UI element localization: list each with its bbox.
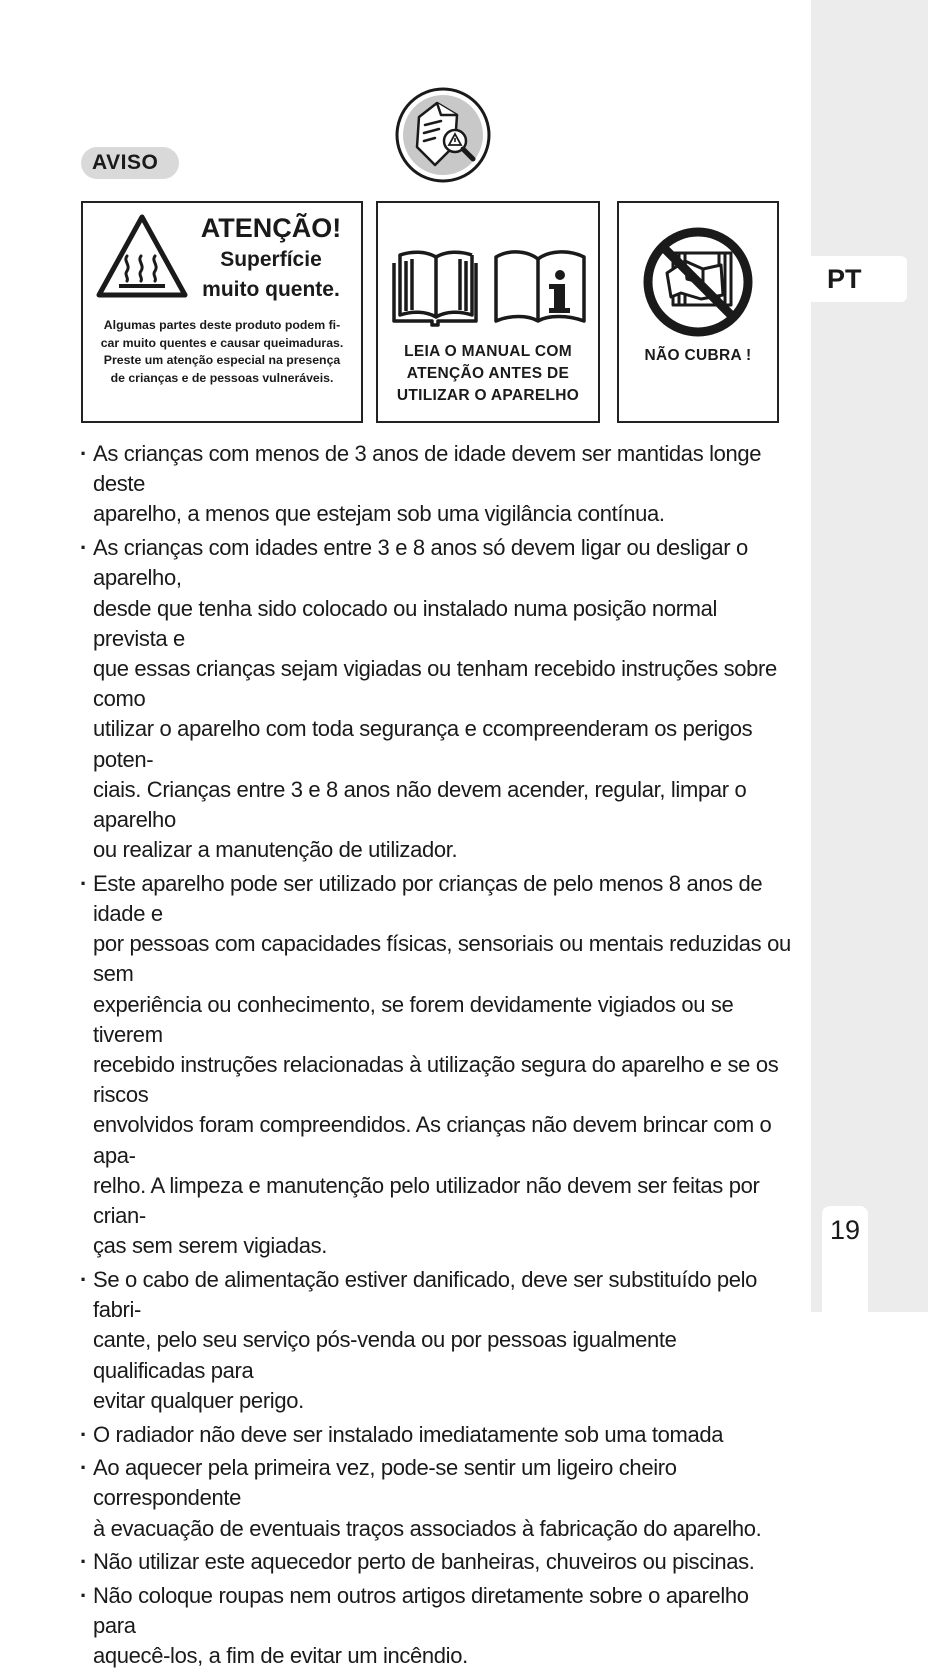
bullet-text: Não utilizar este aquecedor perto de banheiras, chuveiros ou piscinas. (93, 1549, 755, 1575)
hot-surface-warning-icon (93, 211, 191, 303)
read-manual-icon (388, 241, 590, 327)
bullet-text: As crianças com idades entre 3 e 8 anos só devem ligar ou desligar o aparelho, desde que tenha sido colocado ou instalado numa posição normal prevista e que essas crianças sejam vigiadas ou tenham recebido instruções sobre como utilizar o aparelho com toda segurança e ccompreenderam os perigos poten- ciais. Crianças entre 3 e 8 anos não devem acender, regular, limpar o aparelho ou realizar a manutenção de utilizador. (93, 535, 777, 863)
list-item (80, 1420, 792, 1450)
bullet-marker: · (80, 1549, 87, 1575)
read-manual-box (376, 201, 600, 423)
side-strip (811, 0, 928, 1312)
do-not-cover-icon (641, 225, 755, 339)
attention-subtitle: Superfície muito quente. (202, 248, 340, 301)
bullet-text: Ao aquecer pela primeira vez, pode-se sentir um ligeiro cheiro correspondente à evacuação de eventuais traços associados à fabricação do aparelho. (93, 1455, 762, 1541)
bullet-marker: · (80, 441, 87, 466)
manual-warning-icon (395, 87, 491, 183)
do-not-cover-box (617, 201, 779, 423)
bullet-text: As crianças com menos de 3 anos de idade devem ser mantidas longe deste aparelho, a menos que estejam sob uma vigilância contínua. (93, 441, 762, 527)
bullet-marker: · (80, 535, 87, 561)
list-item (80, 1265, 792, 1416)
list-item (80, 533, 792, 865)
bullet-marker: · (80, 1421, 87, 1447)
bullet-text: Este aparelho pode ser utilizado por crianças de pelo menos 8 anos de idade e por pessoas com capacidades físicas, sensoriais ou mentais reduzidas ou sem experiência ou conhecimento, se forem devidamente vigiados ou se tiverem recebido instruções relacionadas à utilização segura do aparelho e se os riscos envolvidos foram compreendidos. As crianças não devem brincar com o apa- relho. A limpeza e manutenção pelo utilizador não devem ser feitas por crian- ças sem serem vigiadas. (93, 870, 791, 1259)
bullet-text: O radiador não deve ser instalado imediatamente sob uma tomada (93, 1421, 724, 1447)
language-tab: PT (811, 256, 907, 302)
attention-description: Algumas partes deste produto podem fi- car muito quentes e causar queimaduras. Preste um atenção especial na presença de crianças e de pessoas vulneráveis. (100, 318, 344, 385)
attention-title: ATENÇÃO! (200, 213, 342, 243)
list-item (80, 1547, 792, 1577)
page-number: 19 (822, 1206, 868, 1312)
bullet-marker: · (80, 1266, 87, 1292)
list-item (80, 869, 792, 1262)
safety-bullet-list (80, 439, 792, 1675)
bullet-marker: · (80, 1455, 87, 1481)
list-item (80, 1581, 792, 1672)
list-item (80, 439, 792, 530)
bullet-text: Não coloque roupas nem outros artigos diretamente sobre o aparelho para aquecê-los, a fim de evitar um incêndio. (93, 1583, 749, 1669)
bullet-marker: · (80, 870, 87, 896)
bullet-text: Se o cabo de alimentação estiver danificado, deve ser substituído pelo fabri- cante, pelo seu serviço pós-venda ou por pessoas igualmente qualificadas para evitar qualquer perigo. (93, 1266, 758, 1413)
hot-surface-warning-box (81, 201, 363, 423)
list-item (80, 1453, 792, 1544)
do-not-cover-text: NÃO CUBRA ! (644, 347, 752, 364)
bullet-marker: · (80, 1583, 87, 1609)
read-manual-text: LEIA O MANUAL COM ATENÇÃO ANTES DE UTILIZAR O APARELHO (396, 343, 580, 404)
aviso-badge: AVISO (81, 147, 179, 179)
